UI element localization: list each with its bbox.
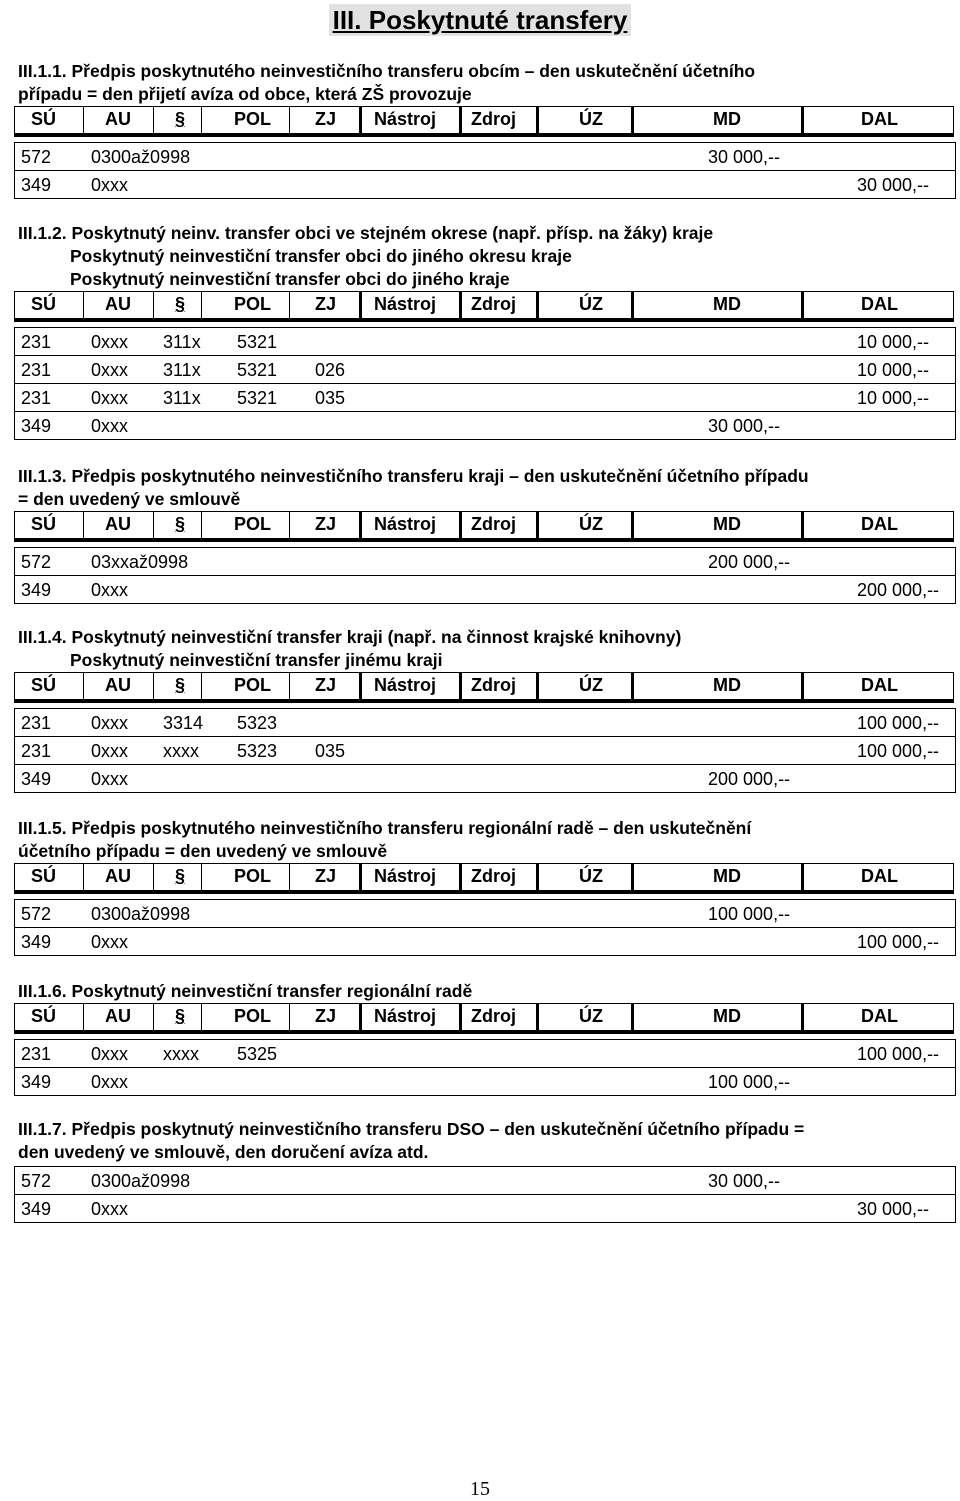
cell-su: 349 bbox=[21, 932, 52, 952]
cell-au: 0xxx bbox=[91, 360, 129, 380]
cell-su: 572 bbox=[21, 1171, 52, 1191]
column-separator bbox=[801, 864, 804, 890]
heading-line: = den uvedený ve smlouvě bbox=[18, 489, 241, 509]
cell-su: 349 bbox=[21, 1199, 52, 1219]
column-separator bbox=[631, 673, 634, 699]
table-header bbox=[14, 511, 954, 542]
column-header: Nástroj bbox=[374, 109, 437, 129]
cell-au: 0xxx bbox=[91, 416, 129, 436]
entries-table bbox=[14, 1039, 956, 1096]
column-header: § bbox=[175, 294, 186, 314]
column-separator bbox=[153, 1004, 154, 1030]
section-3 bbox=[0, 465, 960, 604]
heading-line: III.1.5. Předpis poskytnutého neinvestičního transferu regionální radě – den uskutečnění bbox=[18, 818, 752, 838]
heading-line: III.1.1. Předpis poskytnutého neinvestičního transferu obcím – den uskutečnění účetního bbox=[18, 61, 756, 81]
cell-dal: 10 000,-- bbox=[857, 360, 930, 380]
column-header: DAL bbox=[861, 866, 898, 886]
column-header: MD bbox=[713, 866, 741, 886]
cell-dal: 200 000,-- bbox=[857, 580, 940, 600]
cell-au: 0xxx bbox=[91, 1072, 129, 1092]
column-header: SÚ bbox=[31, 866, 57, 886]
heading-line: Poskytnutý neinvestiční transfer jinému kraji bbox=[70, 650, 443, 670]
column-header: DAL bbox=[861, 294, 898, 314]
cell-su: 349 bbox=[21, 175, 52, 195]
column-separator bbox=[536, 292, 539, 318]
entries-table bbox=[14, 708, 956, 793]
title-wrap bbox=[0, 0, 960, 42]
table-row bbox=[15, 356, 955, 384]
column-header: Zdroj bbox=[471, 109, 516, 129]
table-row bbox=[15, 412, 955, 439]
column-header: Zdroj bbox=[471, 294, 516, 314]
column-separator bbox=[83, 512, 84, 538]
column-separator bbox=[289, 107, 290, 133]
cell-md: 100 000,-- bbox=[708, 1072, 791, 1092]
cell-su: 231 bbox=[21, 388, 52, 408]
column-header: AU bbox=[105, 294, 131, 314]
column-separator bbox=[201, 512, 202, 538]
column-header: AU bbox=[105, 866, 131, 886]
column-header: ZJ bbox=[315, 866, 337, 886]
column-header: ÚZ bbox=[579, 294, 603, 314]
cell-dal: 100 000,-- bbox=[857, 741, 940, 761]
column-header: § bbox=[175, 109, 186, 129]
heading-line: případu = den přijetí avíza od obce, která ZŠ provozuje bbox=[18, 84, 472, 104]
column-header: POL bbox=[234, 675, 272, 695]
cell-su: 231 bbox=[21, 360, 52, 380]
section-heading bbox=[18, 980, 946, 1003]
column-separator bbox=[536, 1004, 539, 1030]
column-separator bbox=[631, 292, 634, 318]
column-header: MD bbox=[713, 514, 741, 534]
cell-par: 311x bbox=[163, 388, 201, 408]
section-heading bbox=[18, 1118, 946, 1164]
column-header: POL bbox=[234, 1006, 272, 1026]
column-separator bbox=[201, 292, 202, 318]
cell-su: 231 bbox=[21, 713, 52, 733]
cell-su: 349 bbox=[21, 1072, 52, 1092]
cell-par: xxxx bbox=[163, 1044, 199, 1064]
section-1 bbox=[0, 60, 960, 199]
column-header: MD bbox=[713, 675, 741, 695]
cell-su: 572 bbox=[21, 147, 52, 167]
section-heading bbox=[18, 817, 946, 863]
column-separator bbox=[201, 107, 202, 133]
column-header: MD bbox=[713, 109, 741, 129]
entries-table bbox=[14, 327, 956, 440]
cell-au: 0300až0998 bbox=[91, 1171, 191, 1191]
column-separator bbox=[83, 864, 84, 890]
column-separator bbox=[631, 864, 634, 890]
cell-au: 0xxx bbox=[91, 175, 129, 195]
cell-su: 572 bbox=[21, 552, 52, 572]
column-header: Zdroj bbox=[471, 514, 516, 534]
cell-md: 30 000,-- bbox=[708, 416, 781, 436]
cell-au: 0xxx bbox=[91, 932, 129, 952]
column-separator bbox=[359, 292, 362, 318]
heading-line: III.1.7. Předpis poskytnutý neinvestičního transferu DSO – den uskutečnění účetního případu = bbox=[18, 1119, 805, 1139]
section-7 bbox=[0, 1118, 960, 1223]
column-separator bbox=[153, 107, 154, 133]
page-title: III. Poskytnuté transfery bbox=[329, 4, 632, 36]
column-separator bbox=[153, 864, 154, 890]
column-separator bbox=[801, 107, 804, 133]
column-header: Nástroj bbox=[374, 675, 437, 695]
cell-su: 231 bbox=[21, 741, 52, 761]
cell-pol: 5321 bbox=[237, 360, 278, 380]
column-header: DAL bbox=[861, 514, 898, 534]
column-header: POL bbox=[234, 109, 272, 129]
table-row bbox=[15, 737, 955, 765]
cell-au: 0300až0998 bbox=[91, 147, 191, 167]
table-row bbox=[15, 1195, 955, 1222]
table-row bbox=[15, 384, 955, 412]
cell-md: 30 000,-- bbox=[708, 147, 781, 167]
cell-su: 572 bbox=[21, 904, 52, 924]
cell-au: 0xxx bbox=[91, 1199, 129, 1219]
column-header: Nástroj bbox=[374, 866, 437, 886]
column-header: § bbox=[175, 866, 186, 886]
table-row bbox=[15, 709, 955, 737]
cell-dal: 30 000,-- bbox=[857, 175, 930, 195]
table-header bbox=[14, 106, 954, 137]
column-header: SÚ bbox=[31, 294, 57, 314]
table-row bbox=[15, 928, 955, 955]
column-header: ZJ bbox=[315, 514, 337, 534]
column-header: ÚZ bbox=[579, 514, 603, 534]
column-header: ÚZ bbox=[579, 1006, 603, 1026]
column-separator bbox=[83, 292, 84, 318]
column-header: Nástroj bbox=[374, 1006, 437, 1026]
table-header bbox=[14, 291, 954, 322]
column-header: MD bbox=[713, 294, 741, 314]
column-header: ÚZ bbox=[579, 109, 603, 129]
cell-pol: 5321 bbox=[237, 332, 278, 352]
column-header: Zdroj bbox=[471, 1006, 516, 1026]
column-header: Zdroj bbox=[471, 866, 516, 886]
section-5 bbox=[0, 817, 960, 956]
table-row bbox=[15, 548, 955, 576]
table-header bbox=[14, 672, 954, 703]
column-separator bbox=[359, 864, 362, 890]
cell-au: 0xxx bbox=[91, 1044, 129, 1064]
cell-dal: 10 000,-- bbox=[857, 388, 930, 408]
entries-table bbox=[14, 1166, 956, 1223]
column-separator bbox=[153, 512, 154, 538]
column-separator bbox=[359, 107, 362, 133]
column-separator bbox=[801, 292, 804, 318]
column-separator bbox=[631, 107, 634, 133]
column-header: ÚZ bbox=[579, 866, 603, 886]
cell-au: 0300až0998 bbox=[91, 904, 191, 924]
cell-zj: 035 bbox=[315, 741, 346, 761]
cell-su: 349 bbox=[21, 769, 52, 789]
cell-zj: 026 bbox=[315, 360, 346, 380]
heading-line: III.1.4. Poskytnutý neinvestiční transfer kraji (např. na činnost krajské knihovny) bbox=[18, 627, 682, 647]
column-header: AU bbox=[105, 1006, 131, 1026]
heading-line: den uvedený ve smlouvě, den doručení avíza atd. bbox=[18, 1142, 429, 1162]
column-separator bbox=[459, 512, 462, 538]
cell-su: 349 bbox=[21, 416, 52, 436]
table-row bbox=[15, 1167, 955, 1195]
section-heading bbox=[18, 60, 946, 106]
heading-line: III.1.6. Poskytnutý neinvestiční transfer regionální radě bbox=[18, 981, 473, 1001]
column-header: ZJ bbox=[315, 109, 337, 129]
heading-line: Poskytnutý neinvestiční transfer obci do jiného okresu kraje bbox=[70, 246, 572, 266]
cell-au: 0xxx bbox=[91, 332, 129, 352]
column-header: Nástroj bbox=[374, 514, 437, 534]
cell-pol: 5323 bbox=[237, 741, 278, 761]
column-separator bbox=[289, 512, 290, 538]
table-row bbox=[15, 328, 955, 356]
table-row bbox=[15, 143, 955, 171]
cell-pol: 5321 bbox=[237, 388, 278, 408]
cell-par: xxxx bbox=[163, 741, 199, 761]
cell-pol: 5325 bbox=[237, 1044, 278, 1064]
column-separator bbox=[83, 673, 84, 699]
column-header: DAL bbox=[861, 675, 898, 695]
heading-line: III.1.3. Předpis poskytnutého neinvestičního transferu kraji – den uskutečnění účetního případu bbox=[18, 466, 809, 486]
column-header: POL bbox=[234, 866, 272, 886]
column-header: POL bbox=[234, 294, 272, 314]
cell-par: 311x bbox=[163, 360, 201, 380]
column-header: DAL bbox=[861, 109, 898, 129]
table-row bbox=[15, 1040, 955, 1068]
column-separator bbox=[359, 673, 362, 699]
column-header: MD bbox=[713, 1006, 741, 1026]
cell-zj: 035 bbox=[315, 388, 346, 408]
column-separator bbox=[289, 864, 290, 890]
cell-dal: 100 000,-- bbox=[857, 932, 940, 952]
table-row bbox=[15, 765, 955, 792]
column-separator bbox=[459, 673, 462, 699]
cell-au: 0xxx bbox=[91, 580, 129, 600]
cell-su: 349 bbox=[21, 580, 52, 600]
cell-au: 0xxx bbox=[91, 388, 129, 408]
table-row bbox=[15, 900, 955, 928]
table-row bbox=[15, 576, 955, 603]
column-separator bbox=[536, 512, 539, 538]
column-separator bbox=[631, 1004, 634, 1030]
page-number: 15 bbox=[470, 1478, 490, 1500]
cell-md: 200 000,-- bbox=[708, 769, 791, 789]
cell-pol: 5323 bbox=[237, 713, 278, 733]
column-separator bbox=[289, 673, 290, 699]
cell-su: 231 bbox=[21, 1044, 52, 1064]
cell-dal: 30 000,-- bbox=[857, 1199, 930, 1219]
cell-dal: 100 000,-- bbox=[857, 1044, 940, 1064]
column-header: AU bbox=[105, 514, 131, 534]
column-separator bbox=[801, 512, 804, 538]
cell-au: 03xxaž0998 bbox=[91, 552, 189, 572]
column-separator bbox=[289, 292, 290, 318]
column-separator bbox=[83, 107, 84, 133]
column-header: POL bbox=[234, 514, 272, 534]
heading-line: Poskytnutý neinvestiční transfer obci do jiného kraje bbox=[70, 269, 510, 289]
column-separator bbox=[801, 673, 804, 699]
cell-su: 231 bbox=[21, 332, 52, 352]
section-4 bbox=[0, 626, 960, 793]
column-header: ZJ bbox=[315, 294, 337, 314]
column-separator bbox=[536, 107, 539, 133]
cell-dal: 100 000,-- bbox=[857, 713, 940, 733]
column-header: § bbox=[175, 514, 186, 534]
heading-line: III.1.2. Poskytnutý neinv. transfer obci ve stejném okrese (např. přísp. na žáky) kraje bbox=[18, 223, 714, 243]
table-row bbox=[15, 1068, 955, 1095]
column-separator bbox=[153, 292, 154, 318]
column-separator bbox=[201, 1004, 202, 1030]
column-separator bbox=[359, 512, 362, 538]
column-separator bbox=[201, 673, 202, 699]
section-heading bbox=[18, 626, 946, 672]
cell-md: 30 000,-- bbox=[708, 1171, 781, 1191]
column-separator bbox=[631, 512, 634, 538]
cell-au: 0xxx bbox=[91, 769, 129, 789]
section-6 bbox=[0, 980, 960, 1096]
column-separator bbox=[359, 1004, 362, 1030]
column-header: § bbox=[175, 675, 186, 695]
column-header: SÚ bbox=[31, 1006, 57, 1026]
column-separator bbox=[459, 1004, 462, 1030]
column-header: AU bbox=[105, 109, 131, 129]
column-header: AU bbox=[105, 675, 131, 695]
column-header: § bbox=[175, 1006, 186, 1026]
cell-par: 3314 bbox=[163, 713, 204, 733]
column-header: ÚZ bbox=[579, 675, 603, 695]
table-header bbox=[14, 863, 954, 894]
column-header: Zdroj bbox=[471, 675, 516, 695]
column-header: SÚ bbox=[31, 109, 57, 129]
section-heading bbox=[18, 465, 946, 511]
entries-table bbox=[14, 142, 956, 199]
cell-dal: 10 000,-- bbox=[857, 332, 930, 352]
cell-au: 0xxx bbox=[91, 713, 129, 733]
column-separator bbox=[289, 1004, 290, 1030]
column-separator bbox=[459, 292, 462, 318]
column-separator bbox=[801, 1004, 804, 1030]
column-header: Nástroj bbox=[374, 294, 437, 314]
heading-line: účetního případu = den uvedený ve smlouvě bbox=[18, 841, 388, 861]
section-2 bbox=[0, 222, 960, 440]
column-separator bbox=[201, 864, 202, 890]
entries-table bbox=[14, 547, 956, 604]
cell-au: 0xxx bbox=[91, 741, 129, 761]
column-separator bbox=[153, 673, 154, 699]
section-heading bbox=[18, 222, 946, 291]
column-header: DAL bbox=[861, 1006, 898, 1026]
cell-md: 200 000,-- bbox=[708, 552, 791, 572]
table-row bbox=[15, 171, 955, 198]
column-header: ZJ bbox=[315, 1006, 337, 1026]
column-separator bbox=[459, 107, 462, 133]
table-header bbox=[14, 1003, 954, 1034]
column-separator bbox=[536, 673, 539, 699]
column-header: ZJ bbox=[315, 675, 337, 695]
cell-par: 311x bbox=[163, 332, 201, 352]
column-separator bbox=[536, 864, 539, 890]
entries-table bbox=[14, 899, 956, 956]
cell-md: 100 000,-- bbox=[708, 904, 791, 924]
column-header: SÚ bbox=[31, 675, 57, 695]
column-separator bbox=[459, 864, 462, 890]
column-separator bbox=[83, 1004, 84, 1030]
column-header: SÚ bbox=[31, 514, 57, 534]
